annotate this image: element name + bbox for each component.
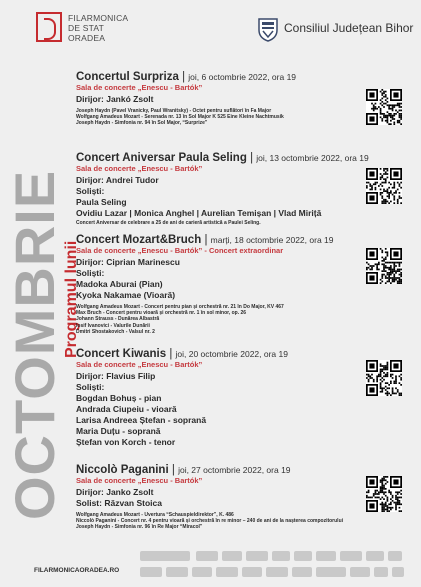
event-concert-kiwanis: [76, 348, 288, 448]
event-venue: Sala de concerte „Enescu - Bartók” - Concert extraordinar: [76, 246, 284, 255]
event-conductor: Dirijor: Andrei Tudor: [76, 175, 159, 185]
event-conductor: Dirijor: Janko Zsolt: [76, 487, 154, 497]
program-line: Concert Aniversar de celebrare a 25 de ani de carieră artistică a Paulei Seling.: [76, 220, 261, 226]
event-date: joi, 20 octombrie 2022, ora 19: [175, 349, 288, 359]
event-soloist: Andrada Ciupeiu - vioară: [76, 404, 177, 414]
event-heading: Concert Kiwanis | joi, 20 octombrie 2022, ora 19: [76, 348, 288, 360]
event-title: Niccolò Paganini: [76, 464, 169, 476]
logo-line-2: DE STAT: [68, 23, 105, 33]
program-line: Wolfgang Amadeus Mozart - Serenada nr. 13 în Sol Major K 525 Eine Kleine Nachtmusik: [76, 114, 284, 121]
event-soloist: Ovidiu Lazar | Monica Anghel | Aurelian Temișan | Vlad Miriță: [76, 208, 322, 218]
event-title: Concert Aniversar Paula Seling: [76, 152, 247, 164]
event-date: joi, 6 octombrie 2022, ora 19: [188, 72, 297, 82]
program-line: Joseph Haydn - Simfonia nr. 96 în Re Major “Miracol”: [76, 524, 203, 531]
event-soloist: Ștefan von Korch - tenor: [76, 437, 176, 447]
sponsor-logo-icon: [222, 551, 242, 561]
event-soloist: Solist: Răzvan Stoica: [76, 498, 162, 508]
qr-code-icon[interactable]: [366, 476, 402, 512]
event-soloists-label: Soliști:: [76, 186, 105, 196]
event-soloist: Madoka Aburai (Pian): [76, 279, 163, 289]
event-soloist: Kyoka Nakamae (Vioară): [76, 290, 176, 300]
program-line: Iosif Ivanovici - Valurile Dunării: [76, 322, 150, 329]
event-conductor: Dirijor: Flavius Filip: [76, 371, 156, 381]
sponsor-logo-icon: [216, 567, 238, 577]
sponsor-logo-icon: [366, 551, 384, 561]
program-line: Wolfgang Amadeus Mozart - Concert pentru pian și orchestră nr. 21 în Do Major, KV 467: [76, 304, 284, 310]
program-line: Wolfgang Amadeus Mozart - Uvertura “Schauspieldirektor”, K. 486: [76, 512, 234, 518]
sponsor-logo-icon: [374, 567, 388, 577]
qr-code-icon[interactable]: [366, 360, 402, 396]
event-concertul-surpriza: [76, 71, 296, 127]
event-soloist: Larisa Andreea Ștefan - soprană: [76, 415, 207, 425]
event-concert-mozart-bruch: [76, 234, 333, 335]
program-line: Dmitri Shostakovich - Valsul nr. 2: [76, 328, 155, 335]
event-heading: Concertul Surpriza | joi, 6 octombrie 2022, ora 19: [76, 71, 297, 83]
council-crest-icon: [257, 16, 279, 42]
sponsor-logo-icon: [140, 567, 162, 577]
filarmonica-logo-icon: [36, 12, 62, 42]
sponsor-logo-icon: [192, 567, 212, 577]
sponsor-logo-icon: [246, 551, 268, 561]
event-venue: Sala de concerte „Enescu - Bartók”: [76, 164, 203, 173]
event-concert-aniversar: [76, 152, 369, 226]
sponsor-logo-icon: [388, 551, 402, 561]
program-line: Joseph Haydn - Simfonia nr. 94 în Sol Major, “Surprize”: [76, 120, 208, 127]
event-heading: Niccolò Paganini | joi, 27 octombrie 2022, ora 19: [76, 464, 291, 476]
event-soloist: Bogdan Bohuș - pian: [76, 393, 162, 403]
sponsor-logo-icon: [140, 551, 190, 561]
qr-code-icon[interactable]: [366, 248, 402, 284]
filarmonica-logo-text: [68, 13, 128, 43]
event-title: Concert Kiwanis: [76, 348, 167, 360]
qr-code-icon[interactable]: [366, 168, 402, 204]
logo-line-3: ORADEA: [68, 33, 106, 43]
event-soloists-label: Soliști:: [76, 382, 105, 392]
program-line: Max Bruch - Concert pentru vioară și orchestră nr. 1 în sol minor, op. 26: [76, 310, 247, 317]
event-venue: Sala de concerte „Enescu - Bartók”: [76, 83, 203, 92]
sponsor-logo-icon: [242, 567, 262, 577]
sponsor-logo-icon: [272, 551, 290, 561]
event-conductor: Dirijor: Ciprian Marinescu: [76, 257, 180, 267]
sponsor-logo-icon: [316, 551, 336, 561]
website-link[interactable]: FILARMONICAORADEA.RO: [34, 567, 120, 574]
program-line: Johann Strauss - Dunărea Albastră: [76, 316, 160, 323]
event-conductor: Dirijor: Jankó Zsolt: [76, 94, 154, 104]
month-title: OCTOMBRIE: [3, 169, 66, 520]
event-date: joi, 27 octombrie 2022, ora 19: [178, 465, 291, 475]
sponsor-logo-icon: [392, 567, 404, 577]
event-venue: Sala de concerte „Enescu - Bartók”: [76, 476, 203, 485]
sponsor-logo-icon: [340, 551, 362, 561]
council-name: Consiliul Județean Bihor: [284, 21, 414, 35]
logo-line-1: FILARMONICA: [68, 13, 129, 23]
sponsor-logo-icon: [316, 567, 346, 577]
sponsor-logo-icon: [294, 551, 312, 561]
event-soloist: Paula Seling: [76, 197, 127, 207]
program-title: Programul lunii: [63, 240, 80, 358]
header: [0, 0, 421, 62]
event-date: marți, 18 octombrie 2022, ora 19: [210, 235, 334, 245]
side-title: [0, 110, 84, 530]
sponsor-logo-icon: [292, 567, 312, 577]
qr-code-icon[interactable]: [366, 89, 402, 125]
sponsor-logo-icon: [266, 567, 288, 577]
event-title: Concert Mozart&Bruch: [76, 234, 202, 246]
event-heading: Concert Mozart&Bruch | marți, 18 octombrie 2022, ora 19: [76, 234, 334, 246]
program-line: Niccolò Paganini - Concert nr. 4 pentru vioară și orchestră în re minor – 240 de ani de la nașterea compozitorului: [76, 518, 344, 525]
sponsor-logo-icon: [350, 567, 370, 577]
event-niccolo-paganini: [76, 464, 343, 531]
sponsor-logo-icon: [166, 567, 188, 577]
event-title: Concertul Surpriza: [76, 71, 179, 83]
sponsor-logo-icon: [196, 551, 218, 561]
event-heading: Concert Aniversar Paula Seling | joi, 13 octombrie 2022, ora 19: [76, 152, 369, 164]
event-venue: Sala de concerte „Enescu - Bartók”: [76, 360, 203, 369]
footer: [0, 547, 421, 587]
event-soloists-label: Soliști:: [76, 268, 105, 278]
event-date: joi, 13 octombrie 2022, ora 19: [256, 153, 369, 163]
event-soloist: Maria Duțu - soprană: [76, 426, 161, 436]
program-line: Joseph Haydn (Pavel Vranicky, Paul Wranitsky) - Octet pentru suflători în Fa Major: [76, 108, 272, 114]
